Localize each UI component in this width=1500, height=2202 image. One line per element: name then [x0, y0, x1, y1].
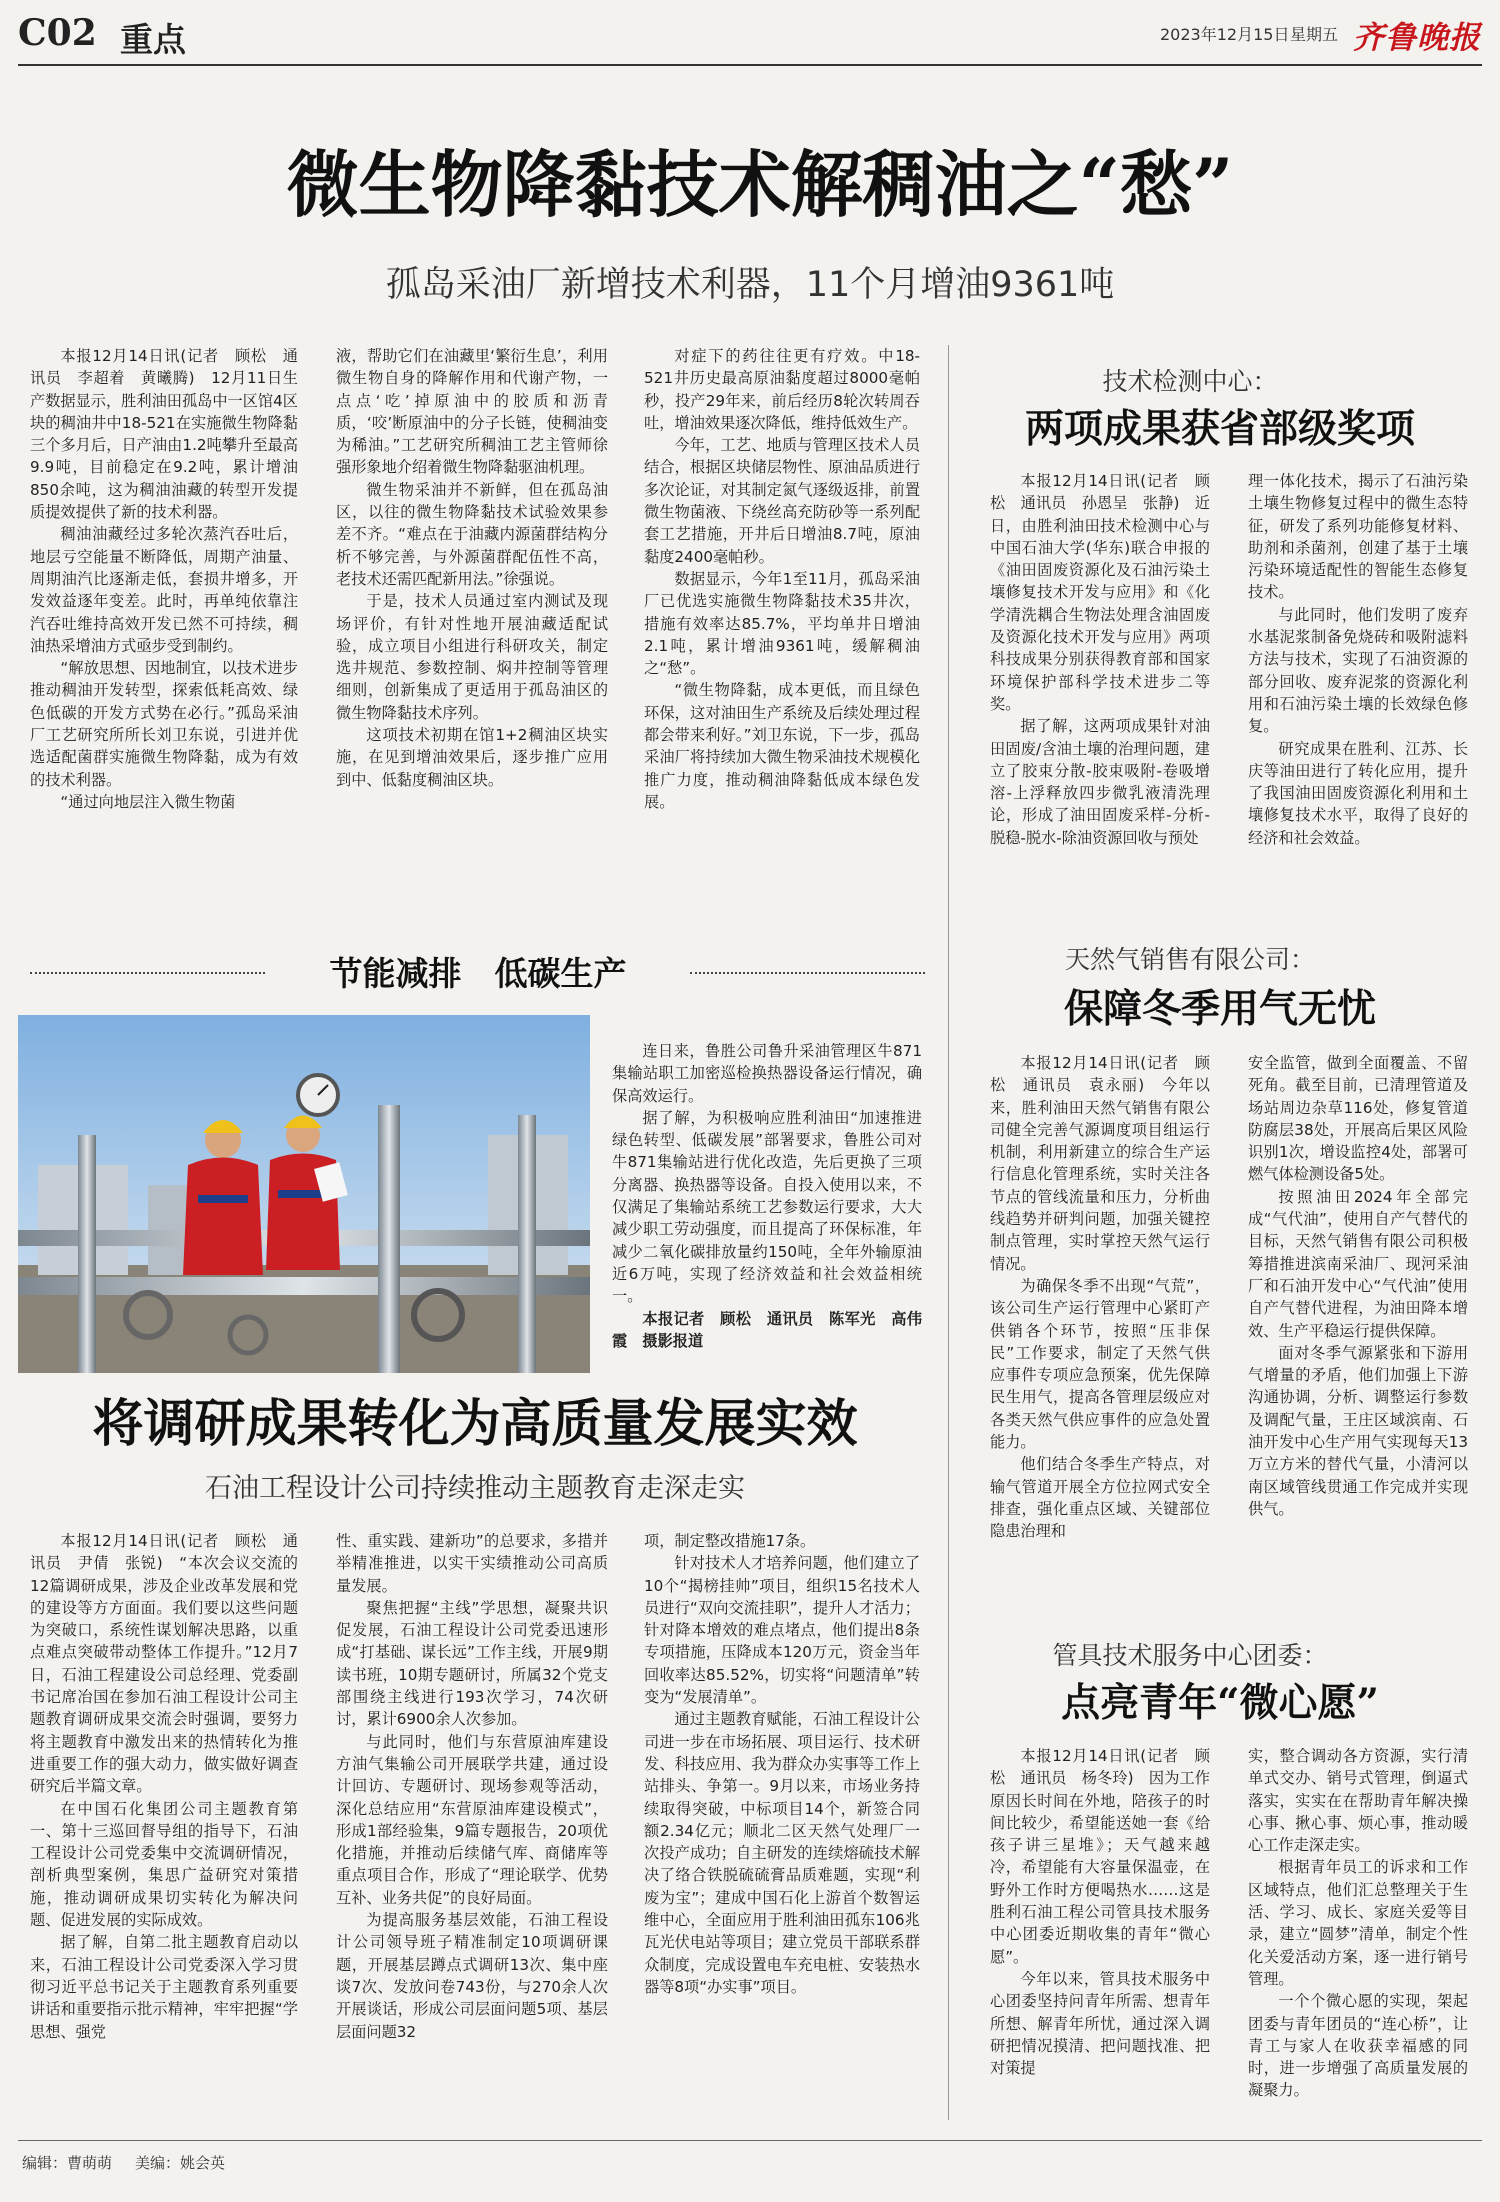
paragraph: 按照油田2024年全部完成“气代油”，使用自产气替代的目标，天然气销售有限公司积极筹措推进滨南采油厂、现河采油厂和石油开发中心“气代油”使用自产气替代进程，为油田降本增效、生产平稳运行提供保障。 [1248, 1187, 1468, 1340]
paragraph: 针对技术人才培养问题，他们建立了10个“揭榜挂帅”项目，组织15名技术人员进行“双向交流挂职”，提升人才活力；针对降本增效的难点堵点，他们提出8条专项措施，压降成本120万元，资金当年回收率达85.52%，切实将“问题清单”转变为“发展清单”。 [644, 1554, 920, 1707]
article3-kicker: 天然气销售有限公司： [1064, 945, 1315, 974]
paragraph: 性、重实践、建新功”的总要求，多措并举精准推进，以实干实绩推动公司高质量发展。 [336, 1532, 608, 1595]
paragraph: 连日来，鲁胜公司鲁升采油管理区牛871集输站职工加密巡检换热器设备运行情况，确保高效运行。 [612, 1042, 922, 1105]
paragraph: 一个个微心愿的实现，架起团委与青年团员的“连心桥”，让青工与家人在收获幸福感的同时，进一步增强了高质量发展的凝聚力。 [1248, 1992, 1468, 2100]
paragraph: 聚焦把握“主线”学思想，凝聚共识促发展，石油工程设计公司党委迅速形成“打基础、谋长远”工作主线，开展9期读书班，10期专题研讨，所属32个党支部围绕主线进行193次学习，74次研讨，累计6900余人次参加。 [336, 1598, 608, 1729]
paragraph: 面对冬季气源紧张和下游用气增量的矛盾，他们加强上下游沟通协调，分析、调整运行参数及调配气量，王庄区域滨南、石油开发中心生产用气实现每天13万立方米的替代气量，小清河以南区域管线贯通工作完成并实现供气。 [1248, 1343, 1468, 1518]
paragraph: “解放思想、因地制宜，以技术进步推动稠油开发转型，探索低耗高效、绿色低碳的开发方式势在必行。”孤岛采油厂工艺研究所所长刘卫东说，引进并优选适配菌群实施微生物降黏，成为有效的技术利器。 [30, 659, 298, 789]
article5-kicker: 管具技术服务中心团委： [1052, 1641, 1328, 1670]
paragraph: 据了解，自第二批主题教育启动以来，石油工程设计公司党委深入学习贯彻习近平总书记关于主题教育系列重要讲话和重要指示批示精神，牢牢把握“学思想、强党 [30, 1933, 298, 2041]
paragraph: 据了解，这两项成果针对油田固废/含油土壤的治理问题，建立了胶束分散-胶束吸附-卷吸增溶-上浮释放四步微乳液清洗理论，形成了油田固废采样-分析-脱稳-脱水-除油资源回收与预处 [990, 717, 1210, 847]
paragraph: 通过主题教育赋能，石油工程设计公司进一步在市场拓展、项目运行、技术研发、科技应用、我为群众办实事等工作上站排头、争第一。9月以来，市场业务持续取得突破，中标项目14个，新签合同额2.34亿元；顺北二区天然气处理厂一次投产成功；自主研发的连续熔硫技术解决了络合铁脱硫硫膏品质难题，实现“利废为宝”；建成中国石化上游首个数智运维中心，全面应用于胜利油田孤东106兆瓦光伏电站等项目；建立党员干部联系群众制度，完成设置电车充电桩、安装热水器等8项“办实事”项目。 [644, 1710, 920, 1996]
paragraph: 研究成果在胜利、江苏、长庆等油田进行了转化应用，提升了我国油田固废资源化利用和土壤修复技术水平，取得了良好的经济和社会效益。 [1248, 739, 1468, 847]
article5-headline: 点亮青年“微心愿” [1061, 1680, 1379, 1726]
issue-weekday: 星期五 [1290, 25, 1339, 44]
article4-column-2 [336, 1530, 608, 2120]
paper-logo: 齐鲁晚报 [1353, 20, 1481, 56]
paragraph: 对症下的药往往更有疗效。中18-521井历史最高原油黏度超过8000毫帕秒，投产29年来，前后经历8轮次转周吞吐，增油效果逐次降低，维持低效生产。 [644, 347, 920, 432]
paragraph: 这项技术初期在馆1+2稠油区块实施，在见到增油效果后，逐步推广应用到中、低黏度稠油区块。 [336, 726, 608, 789]
article1-column-2 [336, 345, 608, 925]
paragraph: 与此同时，他们发明了废弃水基泥浆制备免烧砖和吸附滤料方法与技术，实现了石油资源的部分回收、废弃泥浆的资源化利用和石油污染土壤的长效绿色修复。 [1248, 605, 1468, 736]
footer-editor: 编辑：曹萌萌 [22, 2154, 113, 2172]
paragraph: 本报12月14日讯(记者 顾松 通讯员 李超着 黄曦腾) 12月11日生产数据显示，胜利油田孤岛中一区馆4区块的稠油井中18-521在实施微生物降黏三个多月后，日产油由1.2吨攀升至最高9.9吨，目前稳定在9.2吨，累计增油850余吨，这为稠油油藏的转型开发提质提效提供了新的技术利器。 [30, 347, 298, 522]
article1-headline: 微生物降黏技术解稠油之“愁” [286, 142, 1234, 227]
photo-caption [612, 1040, 922, 1380]
paragraph: 本报12月14日讯(记者 顾松 通讯员 孙恩呈 张静) 近日，由胜利油田技术检测中心与中国石油大学(华东)联合申报的《油田固废资源化及石油污染土壤修复技术开发与应用》和《化学清洗耦合生物法处理含油固废及资源化技术开发与应用》两项科技成果分别获得教育部和国家环境保护部科学技术进步二等奖。 [990, 472, 1210, 713]
kicker-rule-left [30, 972, 265, 974]
article5-column-1 [990, 1745, 1210, 2120]
paragraph: 为确保冬季不出现“气荒”，该公司生产运行管理中心紧盯产供销各个环节，按照“压非保民”工作要求，制定了天然气供应事件专项应急预案，优先保障民生用气，提高各管理层级应对各类天然气供应事件的应急处置能力。 [990, 1276, 1210, 1452]
article2-kicker: 技术检测中心： [1102, 367, 1278, 396]
paragraph: 理一体化技术，揭示了石油污染土壤生物修复过程中的微生态特征，研发了系列功能修复材料、助剂和杀菌剂，创建了基于土壤污染环境适配性的智能生态修复技术。 [1248, 472, 1468, 602]
paragraph: 为提高服务基层效能，石油工程设计公司领导班子精准制定10项调研课题，开展基层蹲点式调研13次、集中座谈7次、发放问卷743份，与270余人次开展谈话，形成公司层面问题5项、基层层面问题32 [336, 1911, 608, 2041]
article4-subheadline: 石油工程设计公司持续推动主题教育走深走实 [205, 1473, 745, 1504]
photo-section-kicker: 节能减排 低碳生产 [329, 954, 627, 993]
paragraph: 数据显示，今年1至11月，孤岛采油厂已优选实施微生物降黏技术35井次，措施有效率达85.7%，平均单井日增油2.1吨，累计增油9361吨，缓解稠油之“愁”。 [644, 569, 920, 678]
masthead [0, 0, 1500, 66]
industrial-inspection-photo [18, 1015, 590, 1373]
article4-column-1 [30, 1530, 298, 2120]
paragraph: 实，整合调动各方资源，实行清单式交办、销号式管理，倒逼式落实，实实在在帮助青年解决操心事、揪心事、烦心事，推动暖心工作走深走实。 [1248, 1747, 1468, 1855]
paragraph: 他们结合冬季生产特点，对输气管道开展全方位拉网式安全排查，强化重点区域、关键部位隐患治理和 [990, 1455, 1210, 1541]
paragraph: 液，帮助它们在油藏里‘繁衍生息’，利用微生物自身的降解作用和代谢产物，一点点‘吃’掉原油中的胶质和沥青质，‘咬’断原油中的分子长链，使稠油变为稀油。”工艺研究所稠油工艺主管师徐强形象地介绍着微生物降黏驱油机理。 [336, 347, 608, 477]
paragraph: 在中国石化集团公司主题教育第一、第十三巡回督导组的指导下，石油工程设计公司党委集中交流调研情况，剖析典型案例，集思广益研究对策措施，推动调研成果切实转化为解决问题、促进发展的实际成效。 [30, 1799, 298, 1930]
paragraph: 今年，工艺、地质与管理区技术人员结合，根据区块储层物性、原油品质进行多次论证，对其制定氮气逐级返排，前置微生物菌液、下绕丝高充防砂等一系列配套工艺措施，开井后日增油8.7吨，原油黏度2400毫帕秒。 [644, 436, 920, 566]
paragraph: 今年以来，管具技术服务中心团委坚持问青年所需、想青年所想、解青年所忧，通过深入调研把情况摸清、把问题找准、把对策提 [990, 1969, 1210, 2078]
paragraph: 微生物采油并不新鲜，但在孤岛油区，以往的微生物降黏技术试验效果参差不齐。“难点在于油藏内源菌群结构分析不够完善，与外源菌群配伍性不高，老技术还需匹配新用法。”徐强说。 [336, 480, 608, 588]
paragraph: 据了解，为积极响应胜利油田“加速推进绿色转型、低碳发展”部署要求，鲁胜公司对牛871集输站进行优化改造，先后更换了三项分离器、换热器等设备。自投入使用以来，不仅满足了集输站系统工艺参数运行要求，大大减少职工劳动强度，而且提高了环保标准，年减少二氧化碳排放量约150吨，全年外输原油近6万吨，实现了经济效益和社会效益相统一。 [612, 1108, 922, 1306]
footer-designer: 美编：姚会英 [135, 2154, 226, 2172]
issue-date: 2023年12月15日 [1160, 25, 1290, 44]
paragraph: 本报12月14日讯(记者 顾松 通讯员 袁永丽) 今年以来，胜利油田天然气销售有限公司健全完善气源调度项目组运行机制，利用新建立的综合生产运行信息化管理系统，实时关注各节点的管线流量和压力，分析曲线趋势并研判问题，加强关键控制点管理，实时掌控天然气运行情况。 [990, 1054, 1210, 1273]
article5-column-2 [1248, 1745, 1468, 2120]
section-name: 重点 [120, 20, 186, 59]
article1-subheadline: 孤岛采油厂新增技术利器，11个月增油9361吨 [385, 265, 1115, 305]
paragraph: 本报12月14日讯(记者 顾松 通讯员 杨冬玲) 因为工作原因长时间在外地，陪孩子的时间比较少，希望能送她一套《给孩子讲三星堆》；天气越来越冷，希望能有大容量保温壶，在野外工作时方便喝热水……这是胜利石油工程公司管具技术服务中心团委近期收集的青年“微心愿”。 [990, 1747, 1210, 1966]
paragraph: “通过向地层注入微生物菌 [60, 792, 236, 811]
article1-column-3 [644, 345, 920, 925]
article4-column-3 [644, 1530, 920, 2120]
paragraph: 与此同时，他们与东营原油库建设方油气集输公司开展联学共建，通过设计回访、专题研讨、现场参观等活动，深化总结应用“东营原油库建设模式”，形成1部经验集，9篇专题报告，20项优化措施，并推动后续储气库、商储库等重点项目合作，形成了“理论联学、优势互补、业务共促”的良好局面。 [336, 1732, 608, 1907]
news-photo [18, 1015, 590, 1373]
paragraph: “微生物降黏，成本更低，而且绿色环保，这对油田生产系统及后续处理过程都会带来利好。”刘卫东说，下一步，孤岛采油厂将持续加大微生物采油技术规模化推广力度，推动稠油降黏低成本绿色发展。 [644, 681, 920, 811]
article1-column-1 [30, 345, 298, 925]
kicker-rule-right [690, 972, 925, 974]
article2-column-1 [990, 470, 1210, 960]
paragraph: 安全监管，做到全面覆盖、不留死角。截至目前，已清理管道及场站周边杂草116处，修复管道防腐层38处，开展高后果区风险识别1次，增设监控4处，部署可燃气体检测设备5处。 [1248, 1054, 1468, 1184]
photo-credit: 本报记者 顾松 通讯员 陈军光 高伟霞 摄影报道 [612, 1309, 922, 1350]
article4-headline: 将调研成果转化为高质量发展实效 [92, 1394, 858, 1454]
masthead-rule [18, 64, 1482, 66]
article3-headline: 保障冬季用气无忧 [1063, 986, 1376, 1032]
article2-column-2 [1248, 470, 1468, 960]
paragraph: 于是，技术人员通过室内测试及现场评价，有针对性地开展油藏适配试验，成立项目小组进行科研攻关，制定选井规范、参数控制、焖井控制等管理细则，创新集成了更适用于孤岛油区的微生物降黏技术序列。 [336, 592, 608, 722]
paragraph: 根据青年员工的诉求和工作区域特点，他们汇总整理关于生活、学习、成长、家庭关爱等目录，建立“圆梦”清单，制定个性化关爱活动方案，逐一进行销号管理。 [1248, 1858, 1468, 1988]
article2-headline: 两项成果获省部级奖项 [1024, 406, 1415, 452]
article3-column-2 [1248, 1052, 1468, 1627]
paragraph: 稠油油藏经过多轮次蒸汽吞吐后，地层亏空能量不断降低，周期产油量、周期油汽比逐渐走低，套损井增多，开发效益逐年变差。此时，再单纯依靠注汽吞吐维持高效开发已然不可持续，稠油热采增油方式亟步受到制约。 [30, 525, 298, 655]
paragraph: 本报12月14日讯(记者 顾松 通讯员 尹倩 张锐) “本次会议交流的12篇调研成果，涉及企业改革发展和党的建设等方方面面。我们要以这些问题为突破口，系统性谋划解决思路，以重点难点突破带动整体工作提升。”12月7日，石油工程建设公司总经理、党委副书记席冶国在参加石油工程设计公司主题教育调研成果交流会时强调，要努力将主题教育中激发出来的热情转化为推进重要工作的强大动力，做实做好调查研究后半篇文章。 [30, 1532, 298, 1796]
section-code: C02 [18, 12, 97, 54]
footer-rule [18, 2140, 1482, 2141]
right-column-divider [948, 345, 949, 2120]
paragraph: 项，制定整改措施17条。 [644, 1532, 816, 1550]
article3-column-1 [990, 1052, 1210, 1627]
